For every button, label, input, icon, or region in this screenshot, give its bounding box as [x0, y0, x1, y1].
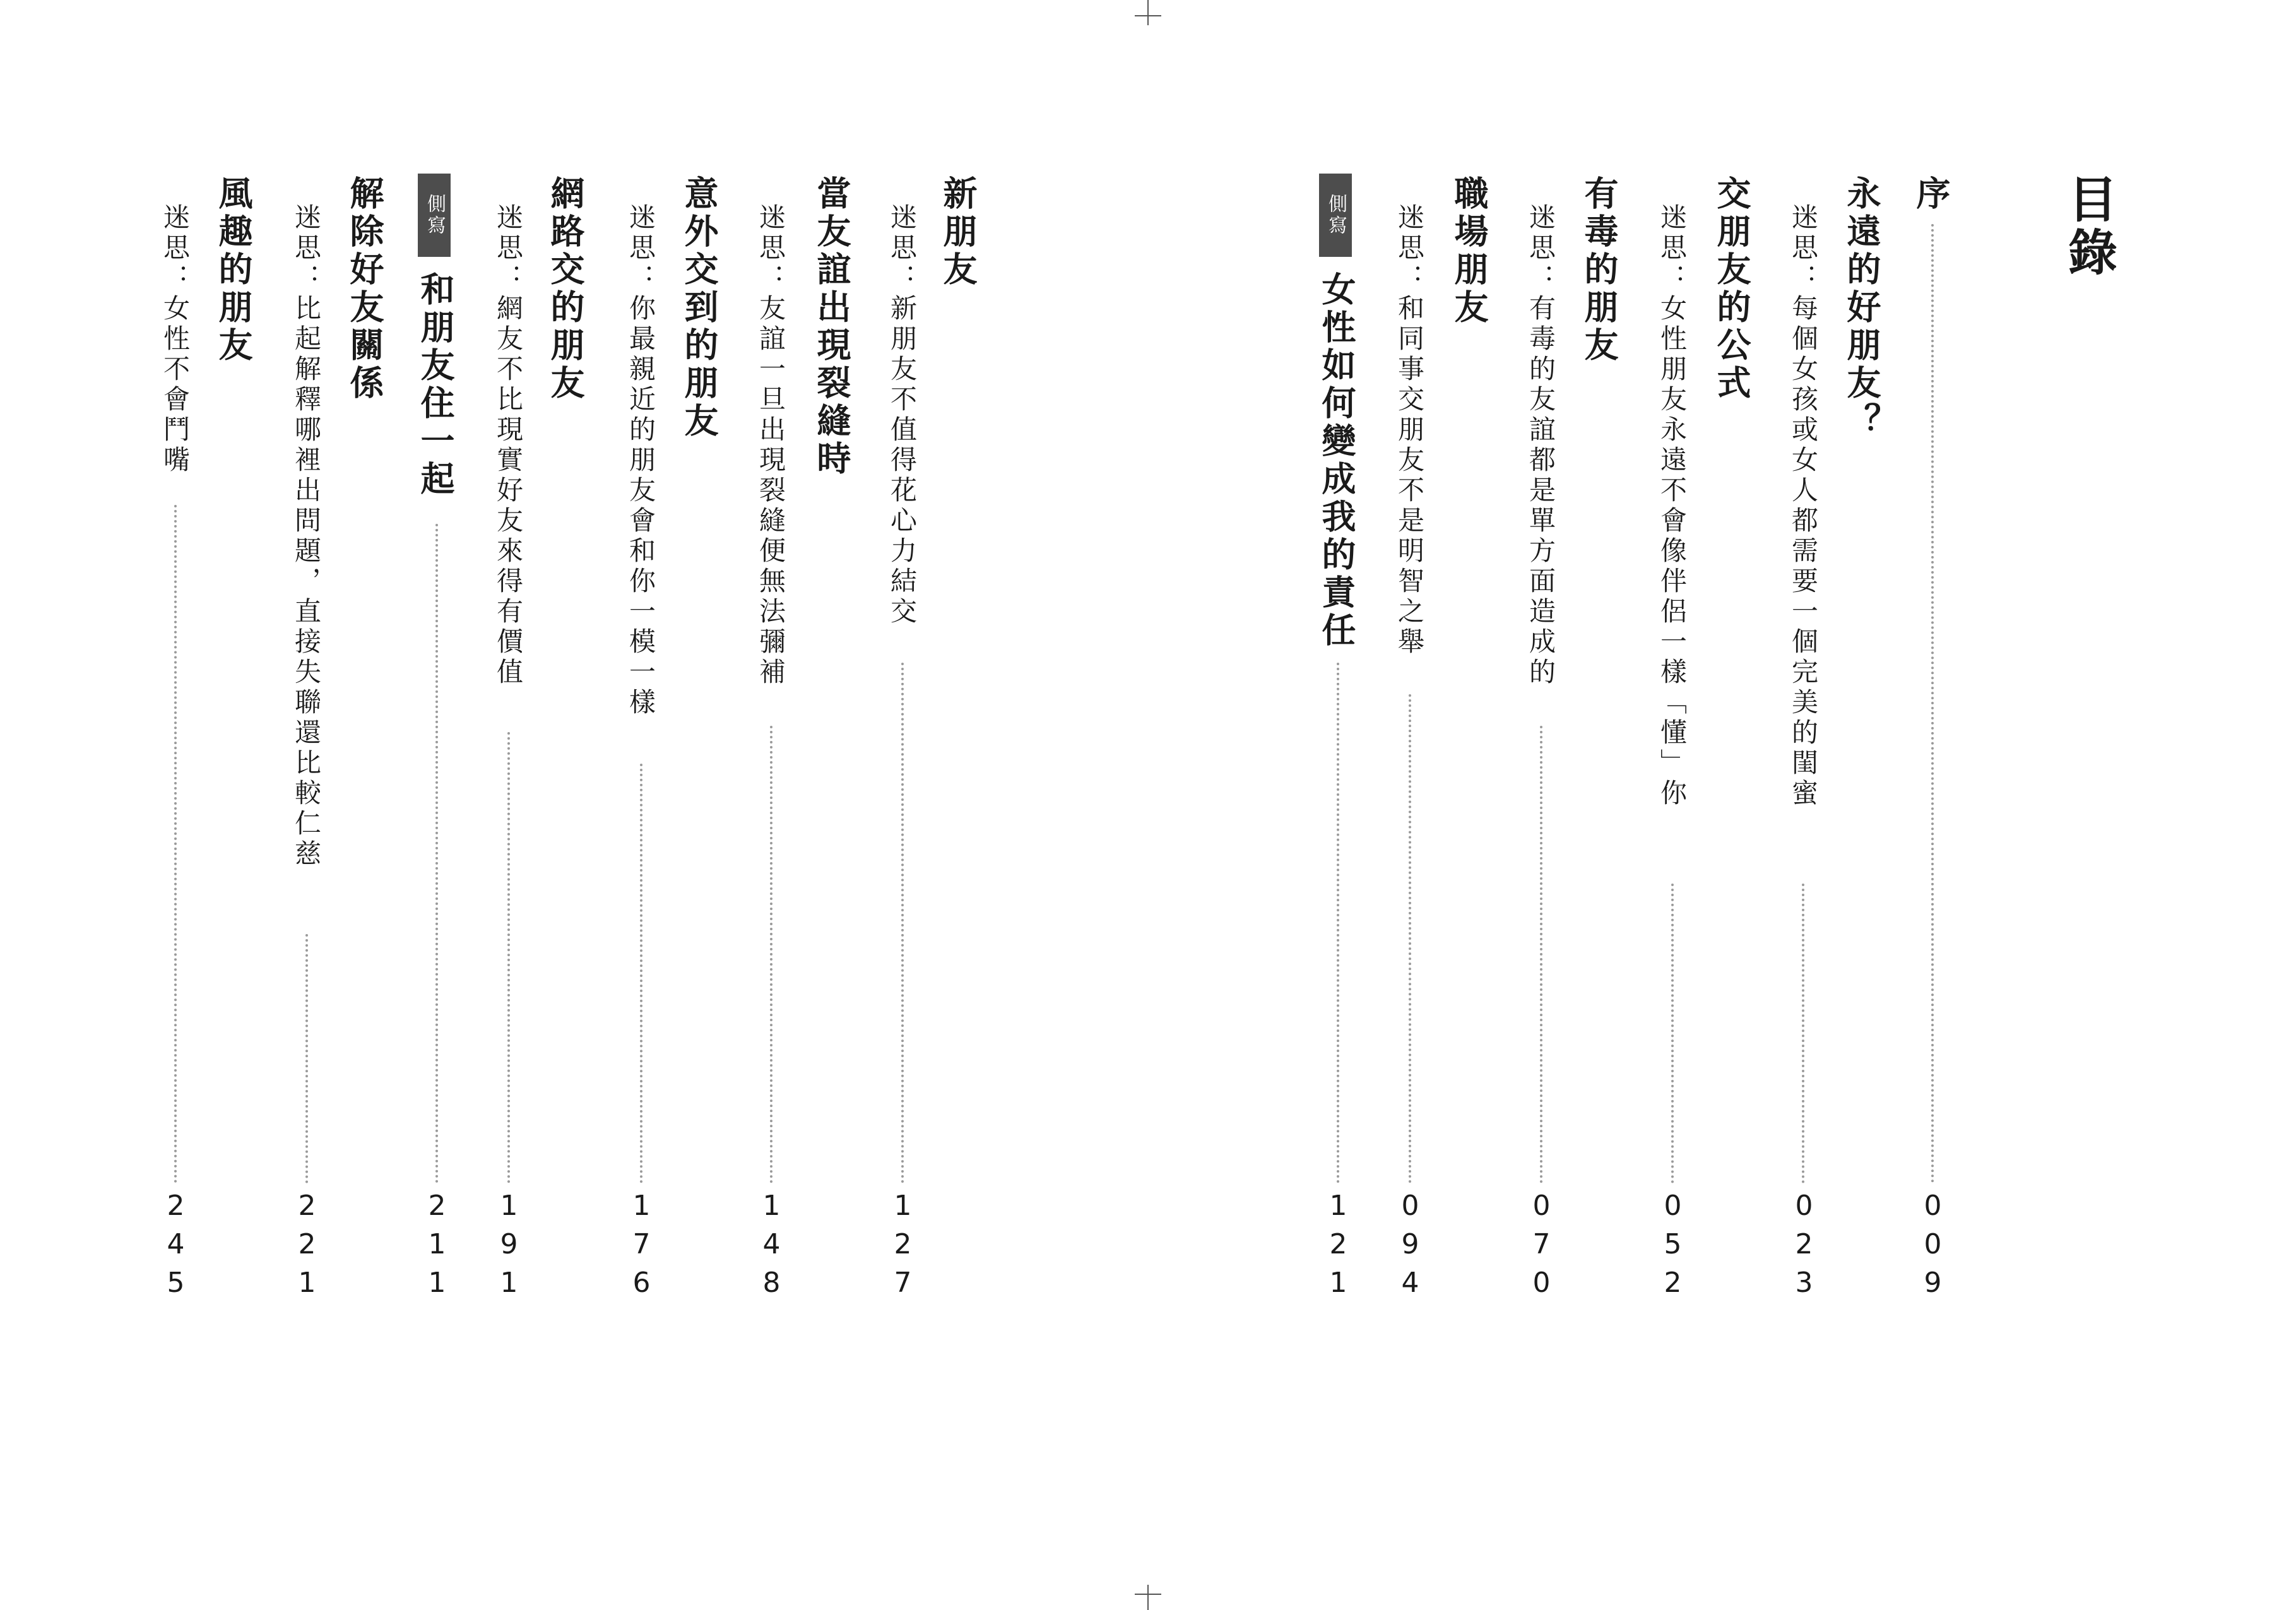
toc-heading-best-friend: 永遠的好朋友？: [1842, 175, 1881, 441]
toc-heading-online-friends: 網路交的朋友: [545, 175, 585, 403]
toc-heading-unfriending: 解除好友關係: [345, 175, 384, 403]
myth-text: 和同事交朋友不是明智之舉: [1394, 294, 1425, 658]
toc-myth-best-friend: [1788, 203, 1819, 809]
crop-mark-top: [1147, 0, 1149, 25]
myth-text: 你最親近的朋友會和你一模一樣: [625, 294, 656, 718]
toc-leader: [305, 934, 308, 1183]
toc-heading-work-friends: 職場朋友: [1449, 175, 1489, 327]
toc-page-number: 094: [1394, 1190, 1426, 1305]
toc-page-number: 148: [755, 1190, 788, 1305]
myth-prefix: 迷思：: [1788, 203, 1819, 294]
toc-leader: [1337, 663, 1339, 1183]
toc-heading-new-friends: 新朋友: [938, 175, 978, 289]
myth-prefix: 迷思：: [291, 203, 322, 294]
toc-myth-friendship-formula: [1657, 203, 1688, 809]
toc-page-number: 176: [625, 1190, 658, 1305]
toc-heading-funny-friends: 風趣的朋友: [213, 175, 253, 365]
myth-prefix: 迷思：: [1657, 203, 1688, 294]
toc-leader: [435, 524, 438, 1183]
myth-prefix: 迷思：: [1525, 203, 1556, 294]
myth-text: 女性朋友永遠不會像伴侶一樣「懂」你: [1657, 294, 1688, 809]
myth-text: 友誼一旦出現裂縫便無法彌補: [755, 294, 786, 688]
toc-heading-cracks: 當友誼出現裂縫時: [812, 175, 851, 478]
side-note-badge: 側寫: [418, 174, 451, 257]
myth-prefix: 迷思：: [755, 203, 786, 294]
myth-prefix: 迷思：: [1394, 203, 1425, 294]
crop-mark-bottom-tick: [1135, 1594, 1161, 1595]
page-title: 目錄: [2060, 174, 2117, 280]
myth-text: 網友不比現實好友來得有價值: [493, 294, 524, 688]
toc-leader: [640, 764, 642, 1183]
toc-page-number: 052: [1657, 1190, 1689, 1305]
toc-heading-accidental-friends: 意外交到的朋友: [679, 175, 719, 441]
toc-leader: [1540, 726, 1542, 1183]
toc-heading-toxic-friends: 有毒的朋友: [1579, 175, 1619, 365]
toc-page-number: 191: [493, 1190, 525, 1305]
toc-heading-preface: 序: [1911, 175, 1951, 213]
toc-leader: [770, 726, 772, 1183]
toc-page-number: 221: [291, 1190, 323, 1305]
toc-myth-funny-friends: [160, 203, 191, 476]
toc-leader: [174, 505, 177, 1183]
toc-leader: [1409, 694, 1411, 1183]
toc-page-number: 023: [1788, 1190, 1820, 1305]
toc-leader: [507, 732, 510, 1183]
toc-page-number: 121: [1322, 1190, 1354, 1305]
crop-mark-bottom: [1147, 1585, 1149, 1610]
myth-text: 新朋友不值得花心力結交: [887, 294, 918, 627]
toc-heading-living-together: 和朋友住一起: [415, 271, 455, 499]
myth-prefix: 迷思：: [887, 203, 918, 294]
toc-leader: [1931, 224, 1934, 1183]
toc-heading-friendship-formula: 交朋友的公式: [1712, 175, 1751, 403]
side-note-badge: 側寫: [1319, 174, 1352, 257]
toc-page-number: 009: [1917, 1190, 1949, 1305]
myth-prefix: 迷思：: [493, 203, 524, 294]
toc-page-number: 245: [160, 1190, 192, 1305]
toc-myth-unfriending: [291, 203, 322, 870]
myth-text: 有毒的友誼都是單方面造成的: [1525, 294, 1556, 688]
toc-leader: [901, 663, 904, 1183]
toc-page-number: 127: [887, 1190, 919, 1305]
toc-heading-women-responsibility: 女性如何變成我的責任: [1317, 271, 1356, 650]
toc-leader: [1802, 884, 1804, 1183]
toc-myth-online-friends: [493, 203, 524, 688]
myth-text: 比起解釋哪裡出問題，直接失聯還比較仁慈: [291, 294, 322, 870]
toc-myth-toxic-friends: [1527, 203, 1554, 688]
myth-text: 女性不會鬥嘴: [160, 294, 191, 476]
myth-prefix: 迷思：: [160, 203, 191, 294]
toc-leader: [1671, 884, 1674, 1183]
toc-myth-accidental-friends: [627, 203, 654, 718]
toc-myth-new-friends: [887, 203, 918, 627]
crop-mark-top-tick: [1135, 15, 1161, 16]
toc-myth-work-friends: [1396, 203, 1423, 658]
toc-page-number: 211: [421, 1190, 453, 1305]
toc-page-number: 070: [1525, 1190, 1558, 1305]
myth-text: 每個女孩或女人都需要一個完美的閨蜜: [1788, 294, 1819, 809]
myth-prefix: 迷思：: [625, 203, 656, 294]
toc-myth-cracks: [757, 203, 784, 688]
